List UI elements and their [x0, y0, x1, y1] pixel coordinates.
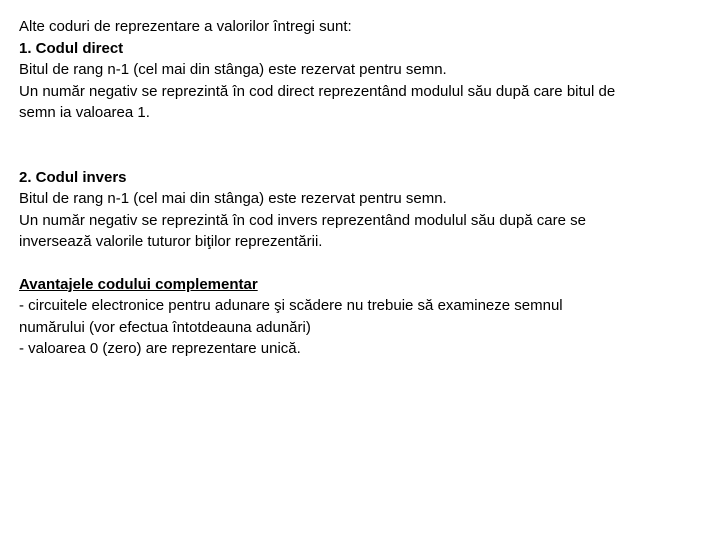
section-line: inversează valorile tuturor biţilor reprezentării.	[19, 233, 323, 250]
section-line: - circuitele electronice pentru adunare şi scădere nu trebuie să examineze semnul	[19, 297, 563, 314]
section-line: Un număr negativ se reprezintă în cod invers reprezentând modulul său după care se	[19, 211, 586, 229]
intro-text: Alte coduri de reprezentare a valorilor întregi sunt:	[19, 18, 352, 35]
section-heading-direct: 1. Codul direct	[19, 39, 124, 57]
section-advantages	[19, 274, 709, 360]
section-line: numărului (vor efectua întotdeauna adunări)	[19, 318, 311, 336]
section-inverse-code	[19, 167, 709, 253]
section-line: semn ia valoarea 1.	[19, 104, 150, 121]
section-line: Un număr negativ se reprezintă în cod direct reprezentând modulul său după care bitul de	[19, 82, 616, 100]
section-heading-inverse: 2. Codul invers	[19, 168, 127, 186]
section-line: Bitul de rang n-1 (cel mai din stânga) este rezervat pentru semn.	[19, 190, 447, 207]
section-line: Bitul de rang n-1 (cel mai din stânga) este rezervat pentru semn.	[19, 61, 447, 78]
slide-content	[19, 16, 709, 360]
intro-block	[19, 16, 709, 38]
section-line: - valoarea 0 (zero) are reprezentare unică.	[19, 340, 301, 357]
section-direct-code	[19, 38, 709, 124]
section-heading-advantages: Avantajele codului complementar	[19, 275, 258, 293]
